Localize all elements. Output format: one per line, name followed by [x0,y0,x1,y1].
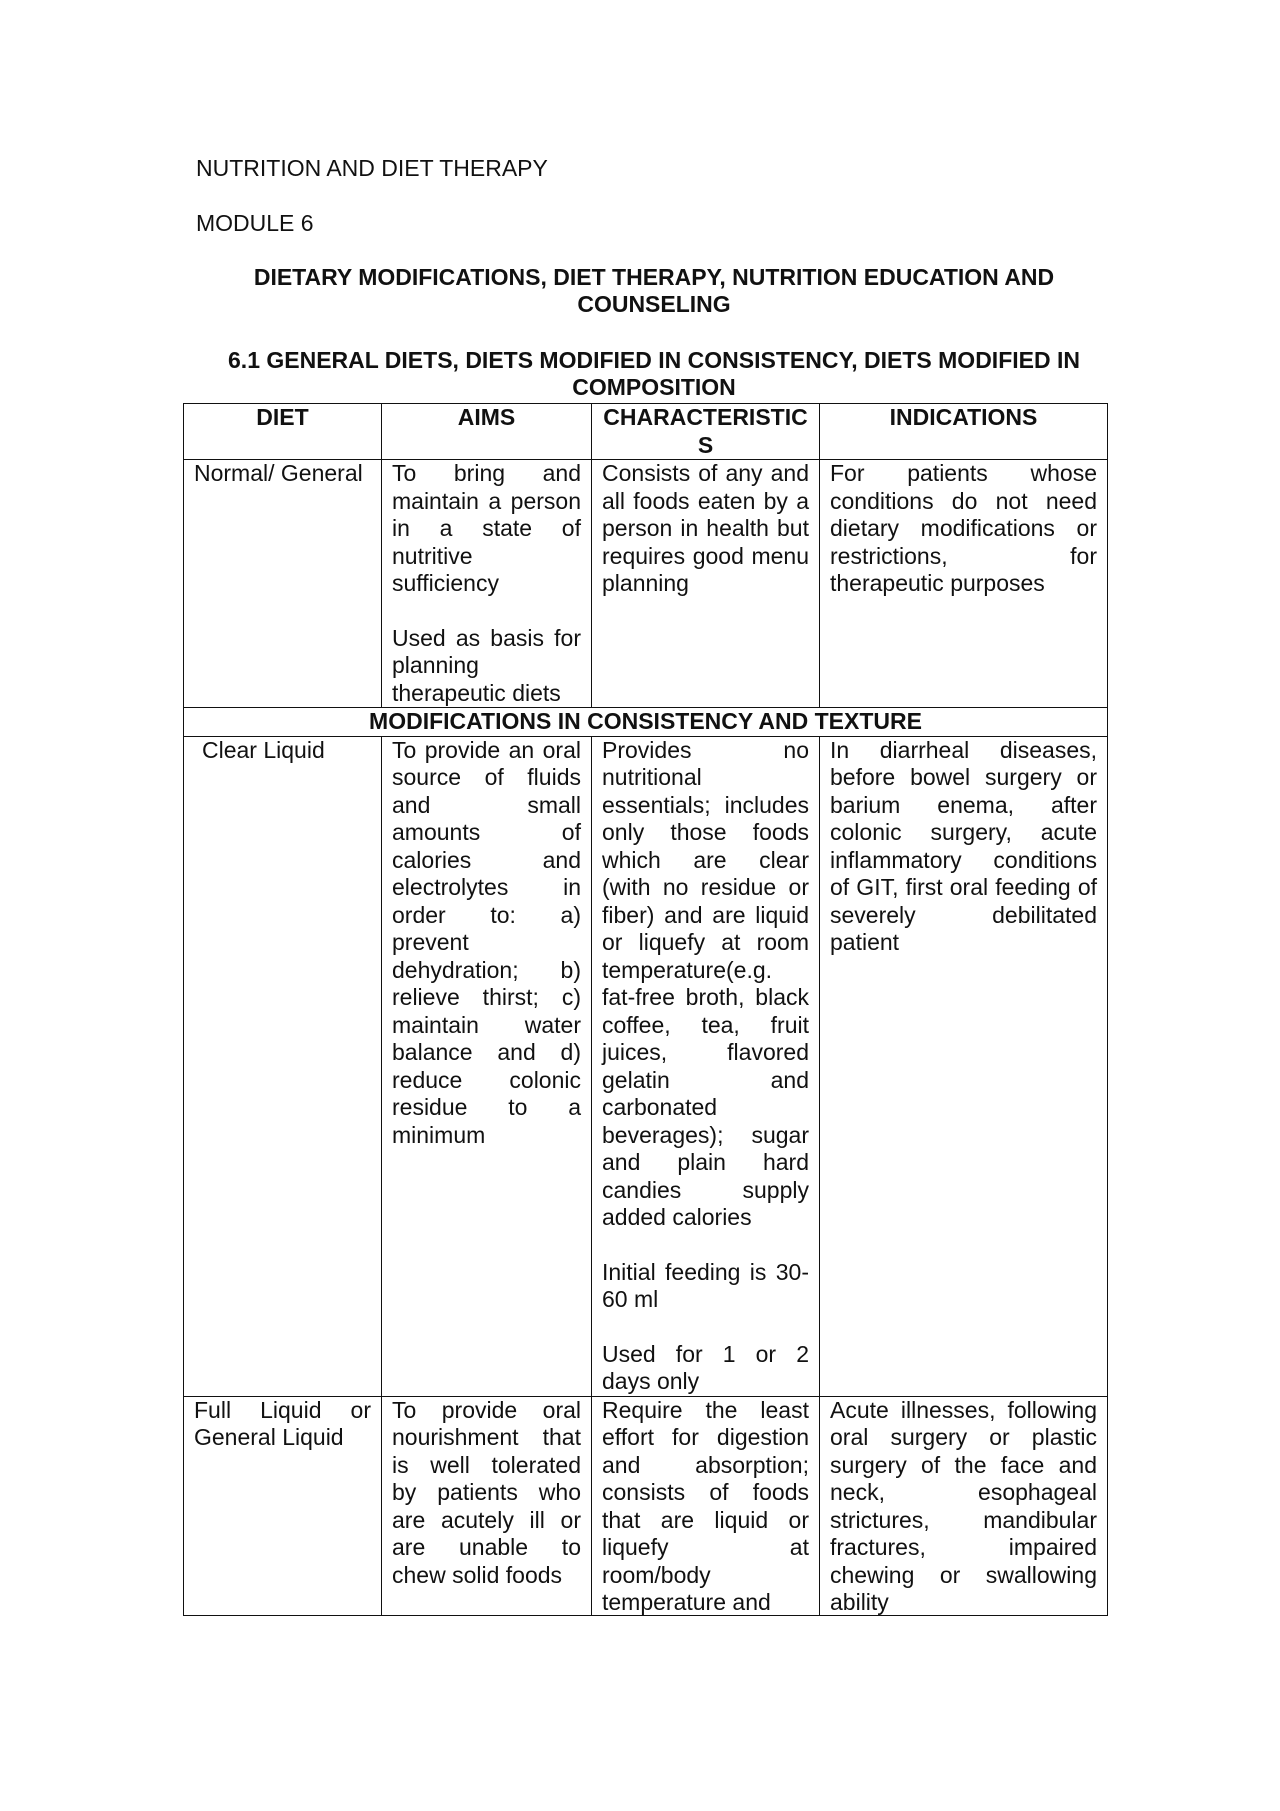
characteristics-cell [592,736,820,1396]
section-row [184,708,1108,737]
characteristics-cell [592,1396,820,1615]
aims-cell: To provide an oral source of fluids and small amounts of calories and electrolytes in order to: a) prevent dehydration; b) relieve thirst; c) maintain water balance and d) reduce colonic residue to a minimum [382,736,592,1396]
characteristics-text: Require the least effort for digestion and absorption; consists of foods that are liquid or liquefy at room/body temperature and [602,1396,809,1615]
characteristics-text: Used for 1 or 2 days only [602,1340,809,1394]
indications-cell [820,1396,1108,1615]
table-row [184,1396,1108,1615]
diet-normal-general: Normal/ General [184,460,382,708]
module-title: DIETARY MODIFICATIONS, DIET THERAPY, NUTRITION EDUCATION AND COUNSELING [253,264,1055,317]
characteristics-text: Initial feeding is 30-60 ml [602,1258,809,1312]
aims-text: To provide oral nourishment that is well tolerated by patients who are acutely ill or are unable to chew solid foods [392,1396,581,1588]
course-title: NUTRITION AND DIET THERAPY [196,155,548,181]
header-characteristics: CHARACTERISTICS [592,404,820,460]
aims-text: Used as basis for planning therapeutic diets [392,624,581,706]
aims-cell [382,460,592,708]
indications-text: Acute illnesses, following oral surgery or plastic surgery of the face and neck, esophageal strictures, mandibular fractures, impaired chewing or swallowing ability [830,1396,1097,1615]
diet-table [183,403,1108,1616]
table-row [184,736,1108,1396]
aims-text: To bring and maintain a person in a state of nutritive sufficiency [392,460,581,596]
header-indications: INDICATIONS [820,404,1108,460]
indications-cell: For patients whose conditions do not need dietary modifications or restrictions, for therapeutic purposes [820,460,1108,708]
diet-text: Full Liquid or General Liquid [194,1396,371,1450]
diet-full-liquid [184,1396,382,1615]
indications-cell: In diarrheal diseases, before bowel surgery or barium enema, after colonic surgery, acute inflammatory conditions of GIT, first oral feeding of severely debilitated patient [820,736,1108,1396]
table-header-row [184,404,1108,460]
section-label: MODIFICATIONS IN CONSISTENCY AND TEXTURE [184,708,1108,737]
module-label: MODULE 6 [196,210,314,236]
characteristics-text: Consists of any and all foods eaten by a person in health but requires good menu planning [602,460,809,596]
header-aims: AIMS [382,404,592,460]
aims-cell [382,1396,592,1615]
characteristics-cell [592,460,820,708]
table-row [184,460,1108,708]
section-title: 6.1 GENERAL DIETS, DIETS MODIFIED IN CONSISTENCY, DIETS MODIFIED IN COMPOSITION [228,347,1080,400]
diet-clear-liquid: Clear Liquid [184,736,382,1396]
header-diet: DIET [184,404,382,460]
characteristics-text: Provides no nutritional essentials; includes only those foods which are clear (with no residue or fiber) and are liquid or liquefy at room temperature(e.g. fat-free broth, black coffee, tea, fruit juices, flavored gelatin and carbonated beverages); sugar and plain hard candies supply added calories [602,736,809,1230]
